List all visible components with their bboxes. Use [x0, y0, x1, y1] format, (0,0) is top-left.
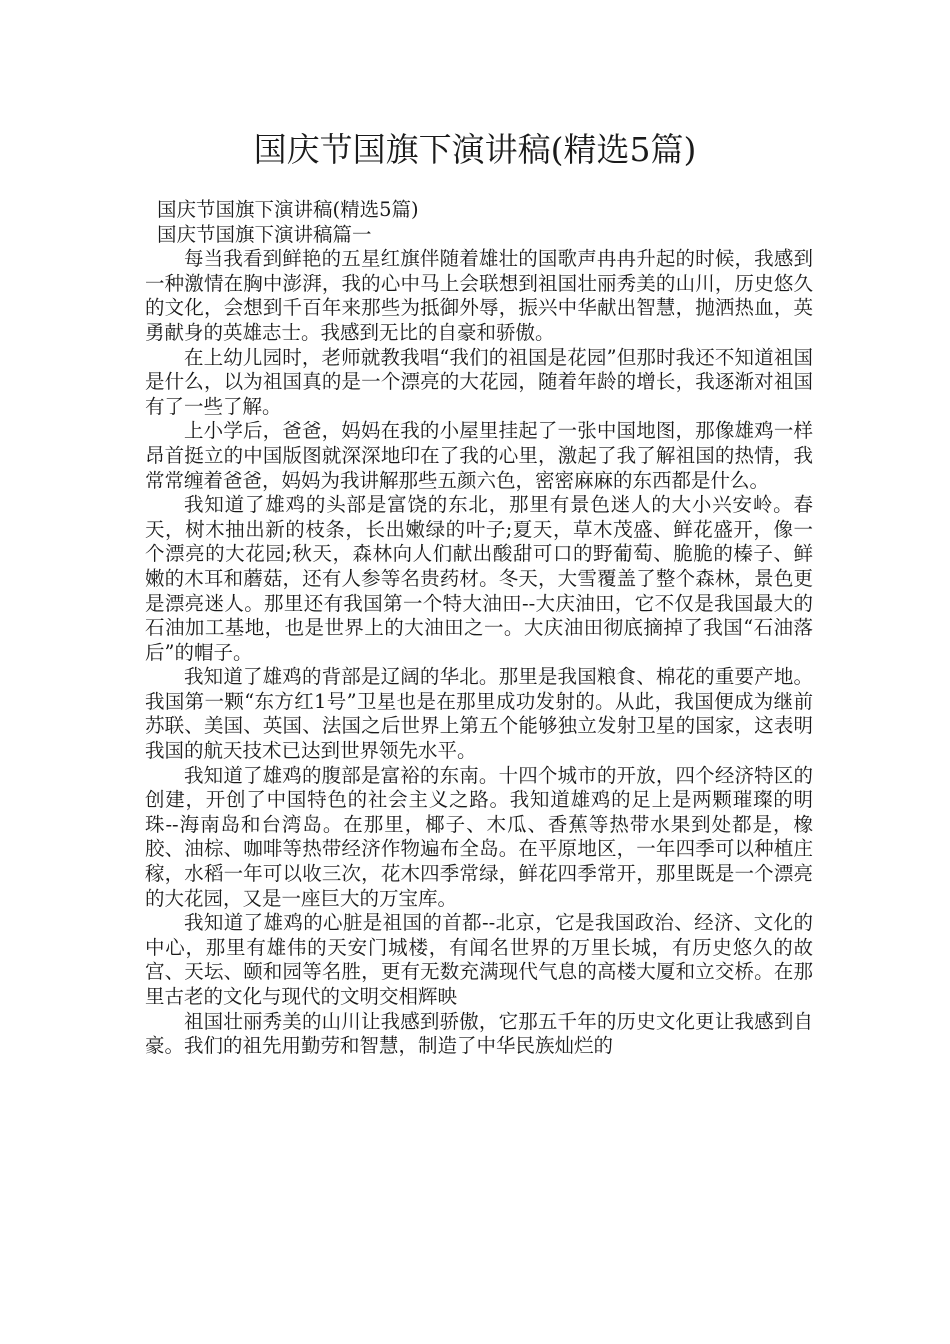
document-subtitle: 国庆节国旗下演讲稿(精选5篇): [157, 198, 419, 221]
paragraph: 我知道了雄鸡的头部是富饶的东北，那里有景色迷人的大小兴安岭。春天，树木抽出新的枝条，长出嫩绿的叶子;夏天，草木茂盛、鲜花盛开，像一个漂亮的大花园;秋天，森林向人们献出酸甜可口的野葡萄、脆脆的榛子、鲜嫩的木耳和蘑菇，还有人参等名贵药材。冬天，大雪覆盖了整个森林，景色更是漂亮迷人。那里还有我国第一个特大油田--大庆油田，它不仅是我国最大的石油加工基地，也是世界上的大油田之一。大庆油田彻底摘掉了我国“石油落后”的帽子。: [145, 493, 813, 664]
document-body: [145, 198, 813, 1059]
section-heading: 国庆节国旗下演讲稿篇一: [157, 222, 372, 246]
paragraph: 我知道了雄鸡的背部是辽阔的华北。那里是我国粮食、棉花的重要产地。我国第一颗“东方红1号”卫星也是在那里成功发射的。从此，我国便成为继前苏联、美国、英国、法国之后世界上第五个能够独立发射卫星的国家，这表明我国的航天技术已达到世界领先水平。: [145, 665, 813, 763]
paragraph: 我知道了雄鸡的腹部是富裕的东南。十四个城市的开放，四个经济特区的创建，开创了中国特色的社会主义之路。我知道雄鸡的足上是两颗璀璨的明珠--海南岛和台湾岛。在那里，椰子、木瓜、香蕉等热带水果到处都是，橡胶、油棕、咖啡等热带经济作物遍布全岛。在平原地区，一年四季可以种植庄稼，水稻一年可以收三次，花木四季常绿，鲜花四季常开，那里既是一个漂亮的大花园，又是一座巨大的万宝库。: [145, 763, 813, 910]
paragraph: 每当我看到鲜艳的五星红旗伴随着雄壮的国歌声冉冉升起的时候，我感到一种激情在胸中澎湃，我的心中马上会联想到祖国壮丽秀美的山川，历史悠久的文化，会想到千百年来那些为抵御外辱，振兴中华献出智慧，抛洒热血，英勇献身的英雄志士。我感到无比的自豪和骄傲。: [145, 247, 813, 344]
paragraph: 我知道了雄鸡的心脏是祖国的首都--北京，它是我国政治、经济、文化的中心，那里有雄伟的天安门城楼，有闻名世界的万里长城，有历史悠久的故宫、天坛、颐和园等名胜，更有无数充满现代气息的高楼大厦和立交桥。在那里古老的文化与现代的文明交相辉映: [145, 911, 813, 1008]
paragraph: 在上幼儿园时，老师就教我唱“我们的祖国是花园”但那时我还不知道祖国是什么，以为祖国真的是一个漂亮的大花园，随着年龄的增长，我逐渐对祖国有了一些了解。: [145, 345, 813, 418]
paragraph: 上小学后，爸爸，妈妈在我的小屋里挂起了一张中国地图，那像雄鸡一样昂首挺立的中国版图就深深地印在了我的心里，激起了我了解祖国的热情，我常常缠着爸爸，妈妈为我讲解那些五颜六色，密密麻麻的东西都是什么。: [145, 419, 813, 492]
paragraph: 祖国壮丽秀美的山川让我感到骄傲，它那五千年的历史文化更让我感到自豪。我们的祖先用勤劳和智慧，制造了中华民族灿烂的: [145, 1009, 813, 1058]
document-title: 国庆节国旗下演讲稿(精选5篇): [253, 130, 697, 169]
